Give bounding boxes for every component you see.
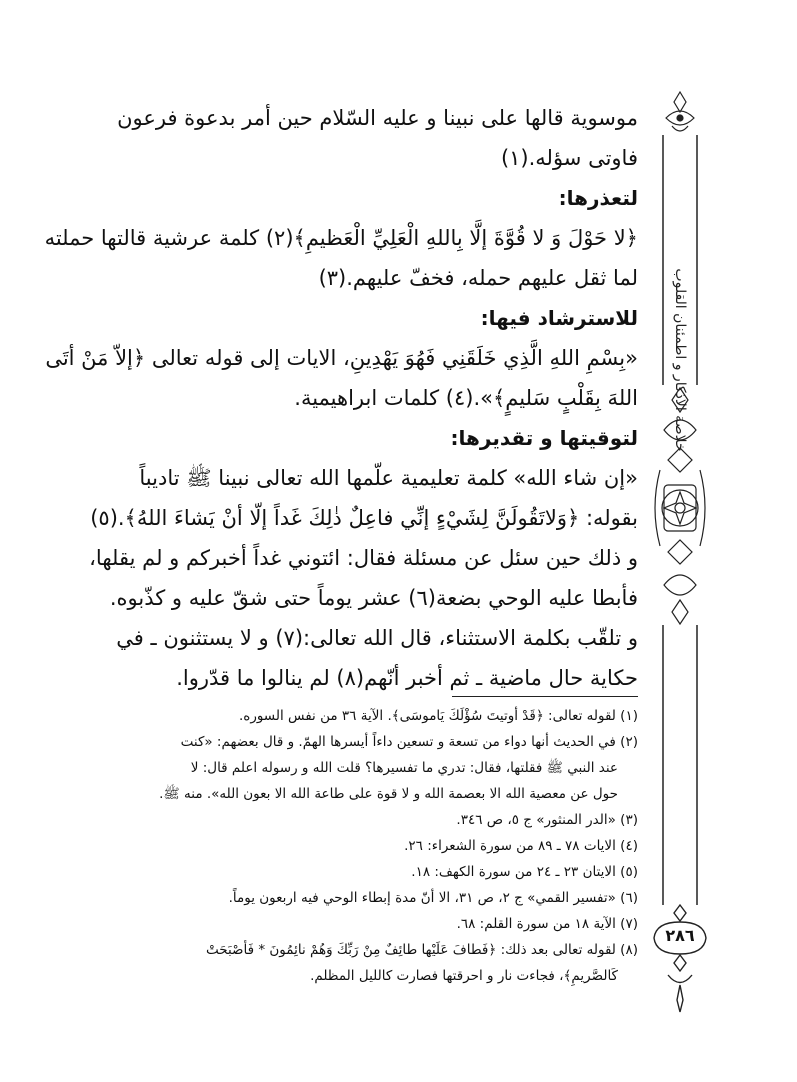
running-title — [660, 110, 700, 610]
text-line: موسوية قالها على نبينا و عليه السّلام حين أمر بدعوة فرعون — [117, 106, 638, 130]
text-line: «بِسْمِ اللهِ الَّذِي خَلَقَنِي فَهُوَ يَهْدِينِ، الايات إلى قوله تعالى ﴿إلاّ مَنْ أتَى — [45, 346, 638, 370]
text-line: فأبطا عليه الوحي بضعة(٦) عشر يوماً حتى شقّ عليه و كذّبوه. — [109, 586, 638, 610]
footnote-line: (٣) «الدر المنثور» ج ٥، ص ٣٤٦. — [456, 812, 638, 828]
page-number: ٢٨٦ — [665, 926, 695, 945]
footnote-line: (٤) الايات ٧٨ ـ ٨٩ من سورة الشعراء: ٢٦. — [404, 838, 638, 854]
page-number-frame — [654, 905, 706, 1012]
footnote-line: حول عن معصية الله الا بعصمة الله و لا قوة على طاعة الله الا بعون الله». منه ﷺ. — [159, 786, 618, 802]
text-line: و ذلك حين سئل عن مسئلة فقال: ائتوني غداً أخبركم و لم يقلها، — [89, 546, 638, 570]
section-heading: لتوقيتها و تقديرها: — [450, 426, 638, 450]
text-line: فاوتى سؤله.(١) — [500, 146, 638, 170]
text-line: بقوله: ﴿وَلاتَقُولَنَّ لِشَيْءٍ إنِّي فاعِلٌ ذٰلِكَ غَداً إلّا أنْ يَشاءَ اللهُ﴾.(٥) — [90, 506, 638, 530]
footnote-line: (١) لقوله تعالى: ﴿قَدْ أوتيتَ سُؤْلَكَ يَاموسَى﴾. الآية ٣٦ من نفس السوره. — [238, 708, 638, 724]
footnote-line: (٦) «تفسير القمي» ج ٢، ص ٣١، الا أنّ مدة إبطاء الوحي فيه اربعون يوماً. — [228, 890, 638, 906]
text-line: لما ثقل عليهم حمله، فخفّ عليهم.(٣) — [318, 266, 638, 290]
footnote-line: (٢) في الحديث أنها دواء من تسعة و تسعين داءاً أيسرها الهمّ. و قال بعضهم: «كنت — [180, 734, 638, 750]
text-line: حكاية حال ماضية ـ ثم أخبر أنّهم(٨) لم ينالوا ما قدّروا. — [176, 666, 638, 690]
text-line: اللهَ بِقَلْبٍ سَليمٍ﴾».(٤) كلمات ابراهيمية. — [294, 386, 638, 410]
text-line: و تلقّب بكلمة الاستثناء، قال الله تعالى:(٧) و لا يستثنون ـ في — [116, 626, 638, 650]
section-heading: لتعذرها: — [558, 186, 638, 210]
footnote-line: (٥) الايتان ٢٣ ـ ٢٤ من سورة الكهف: ١٨. — [411, 864, 638, 880]
footnote-line: (٧) الآية ١٨ من سورة القلم: ٦٨. — [456, 916, 638, 932]
text-line: «إن شاء الله» كلمة تعليمية علّمها الله تعالى نبينا ﷺ تاديباً — [139, 466, 638, 490]
text-line: ﴿لا حَوْلَ وَ لا قُوَّةَ إلَّا بِاللهِ الْعَلِيِّ الْعَظيمِ﴾(٢) كلمة عرشية قالتها حملته — [44, 226, 638, 250]
footnote-line: عند النبي ﷺ فقلتها، فقال: تدري ما تفسيرها؟ قلت الله و رسوله اعلم قال: لا — [190, 760, 618, 776]
footnote-line: (٨) لقوله تعالى بعد ذلك: ﴿فَطافَ عَلَيْها طائِفٌ مِنْ رَبِّكَ وَهُمْ نائِمُونَ * فَأصْبَحَتْ — [205, 942, 638, 958]
section-heading: للاسترشاد فيها: — [480, 306, 638, 330]
footnote-line: كَالصَّريمِ﴾، فجاءت نار و احرقتها فصارت كالليل المظلم. — [310, 968, 618, 984]
running-title-text: خلاصة الاذكار و اطمئنان القلوب — [672, 268, 688, 452]
